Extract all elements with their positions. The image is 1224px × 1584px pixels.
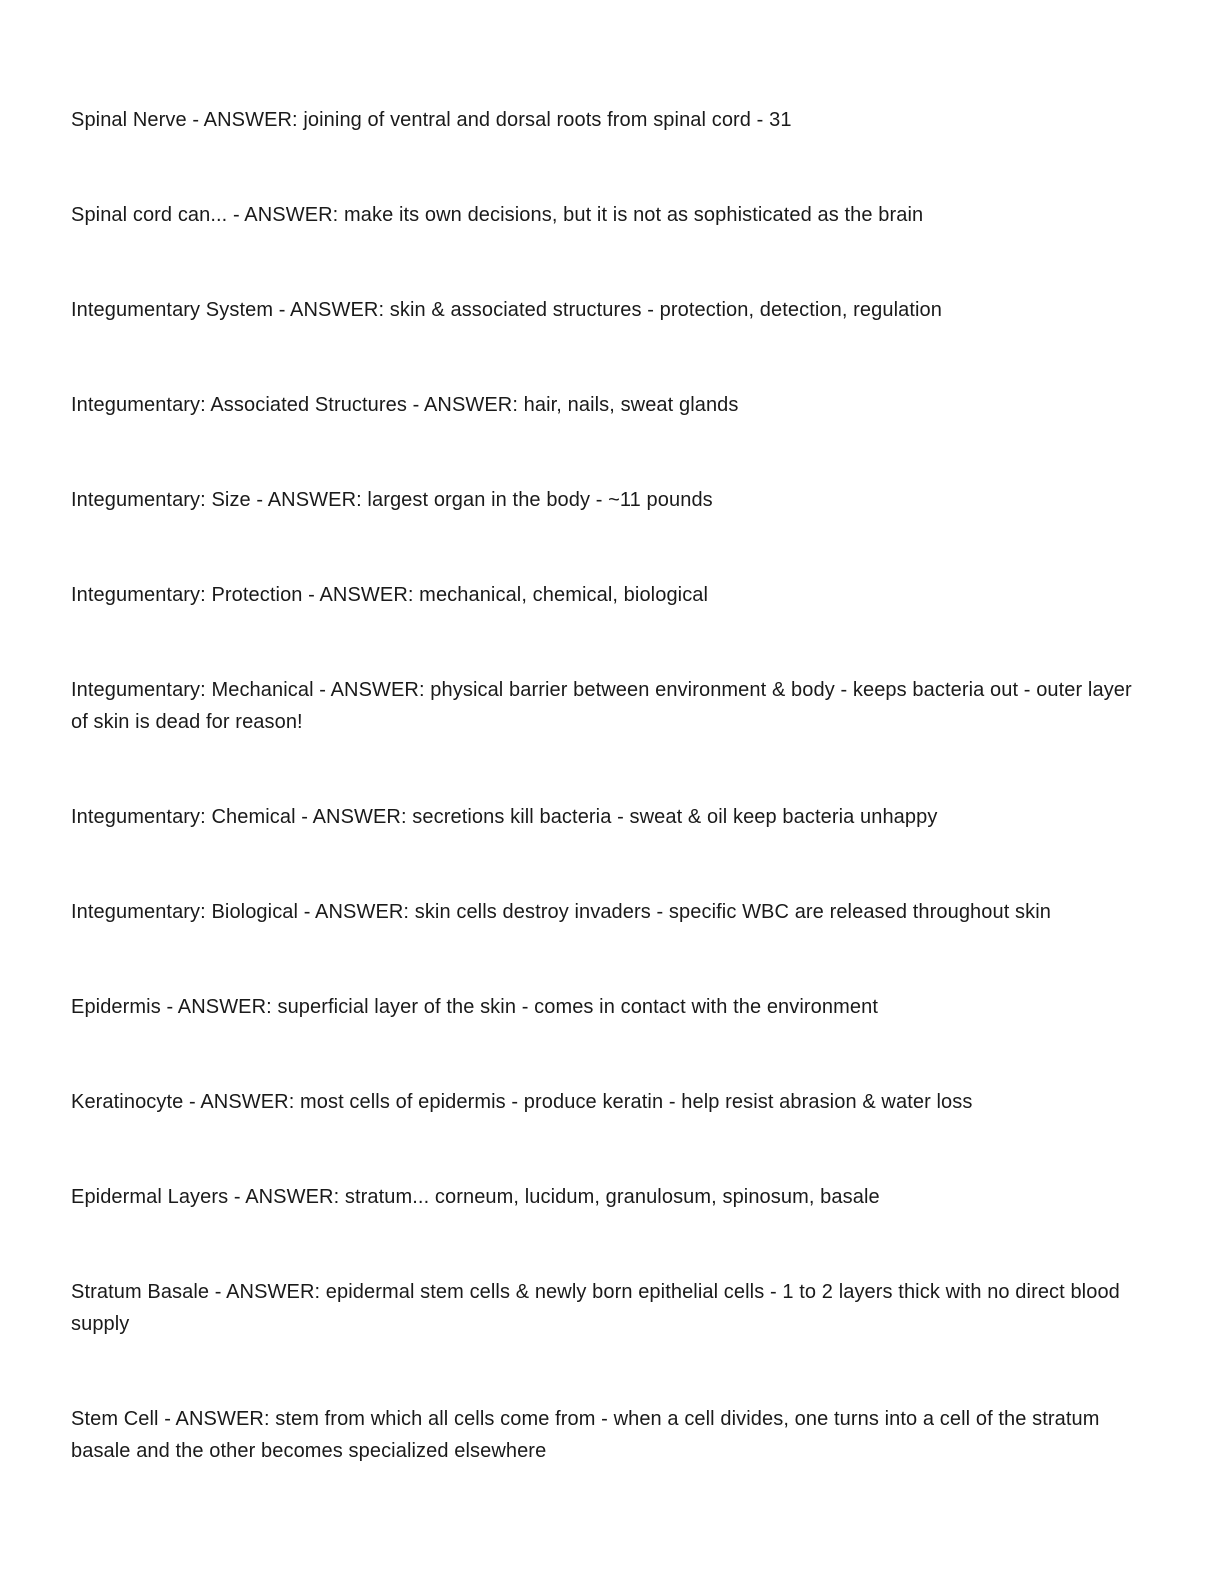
flashcard-entry: Spinal cord can... - ANSWER: make its own decisions, but it is not as sophisticated as the brain — [71, 204, 924, 226]
flashcard-entry: Epidermal Layers - ANSWER: stratum... corneum, lucidum, granulosum, spinosum, basale — [71, 1186, 880, 1208]
flashcard-entry: Integumentary: Biological - ANSWER: skin cells destroy invaders - specific WBC are released throughout skin — [71, 901, 1051, 923]
flashcard-entry: Integumentary: Associated Structures - ANSWER: hair, nails, sweat glands — [71, 394, 739, 416]
flashcard-entry: Integumentary: Chemical - ANSWER: secretions kill bacteria - sweat & oil keep bacteria unhappy — [71, 806, 938, 828]
flashcard-entry: Keratinocyte - ANSWER: most cells of epidermis - produce keratin - help resist abrasion & water loss — [71, 1091, 973, 1113]
flashcard-entry: Integumentary System - ANSWER: skin & associated structures - protection, detection, regulation — [71, 299, 942, 321]
flashcard-entry: Spinal Nerve - ANSWER: joining of ventral and dorsal roots from spinal cord - 31 — [71, 109, 792, 131]
flashcard-entry: Stratum Basale - ANSWER: epidermal stem cells & newly born epithelial cells - 1 to 2 layers thick with no direct blood supply — [71, 1281, 1120, 1335]
flashcard-entry: Integumentary: Mechanical - ANSWER: physical barrier between environment & body - keeps bacteria out - outer layer of skin is dead for reason! — [71, 679, 1132, 733]
flashcard-entry: Epidermis - ANSWER: superficial layer of the skin - comes in contact with the environment — [71, 996, 878, 1018]
flashcard-entry: Integumentary: Protection - ANSWER: mechanical, chemical, biological — [71, 584, 709, 606]
flashcard-entry: Stem Cell - ANSWER: stem from which all cells come from - when a cell divides, one turns into a cell of the stratum basale and the other becomes specialized elsewhere — [71, 1408, 1100, 1462]
flashcard-entry: Integumentary: Size - ANSWER: largest organ in the body - ~11 pounds — [71, 489, 713, 511]
